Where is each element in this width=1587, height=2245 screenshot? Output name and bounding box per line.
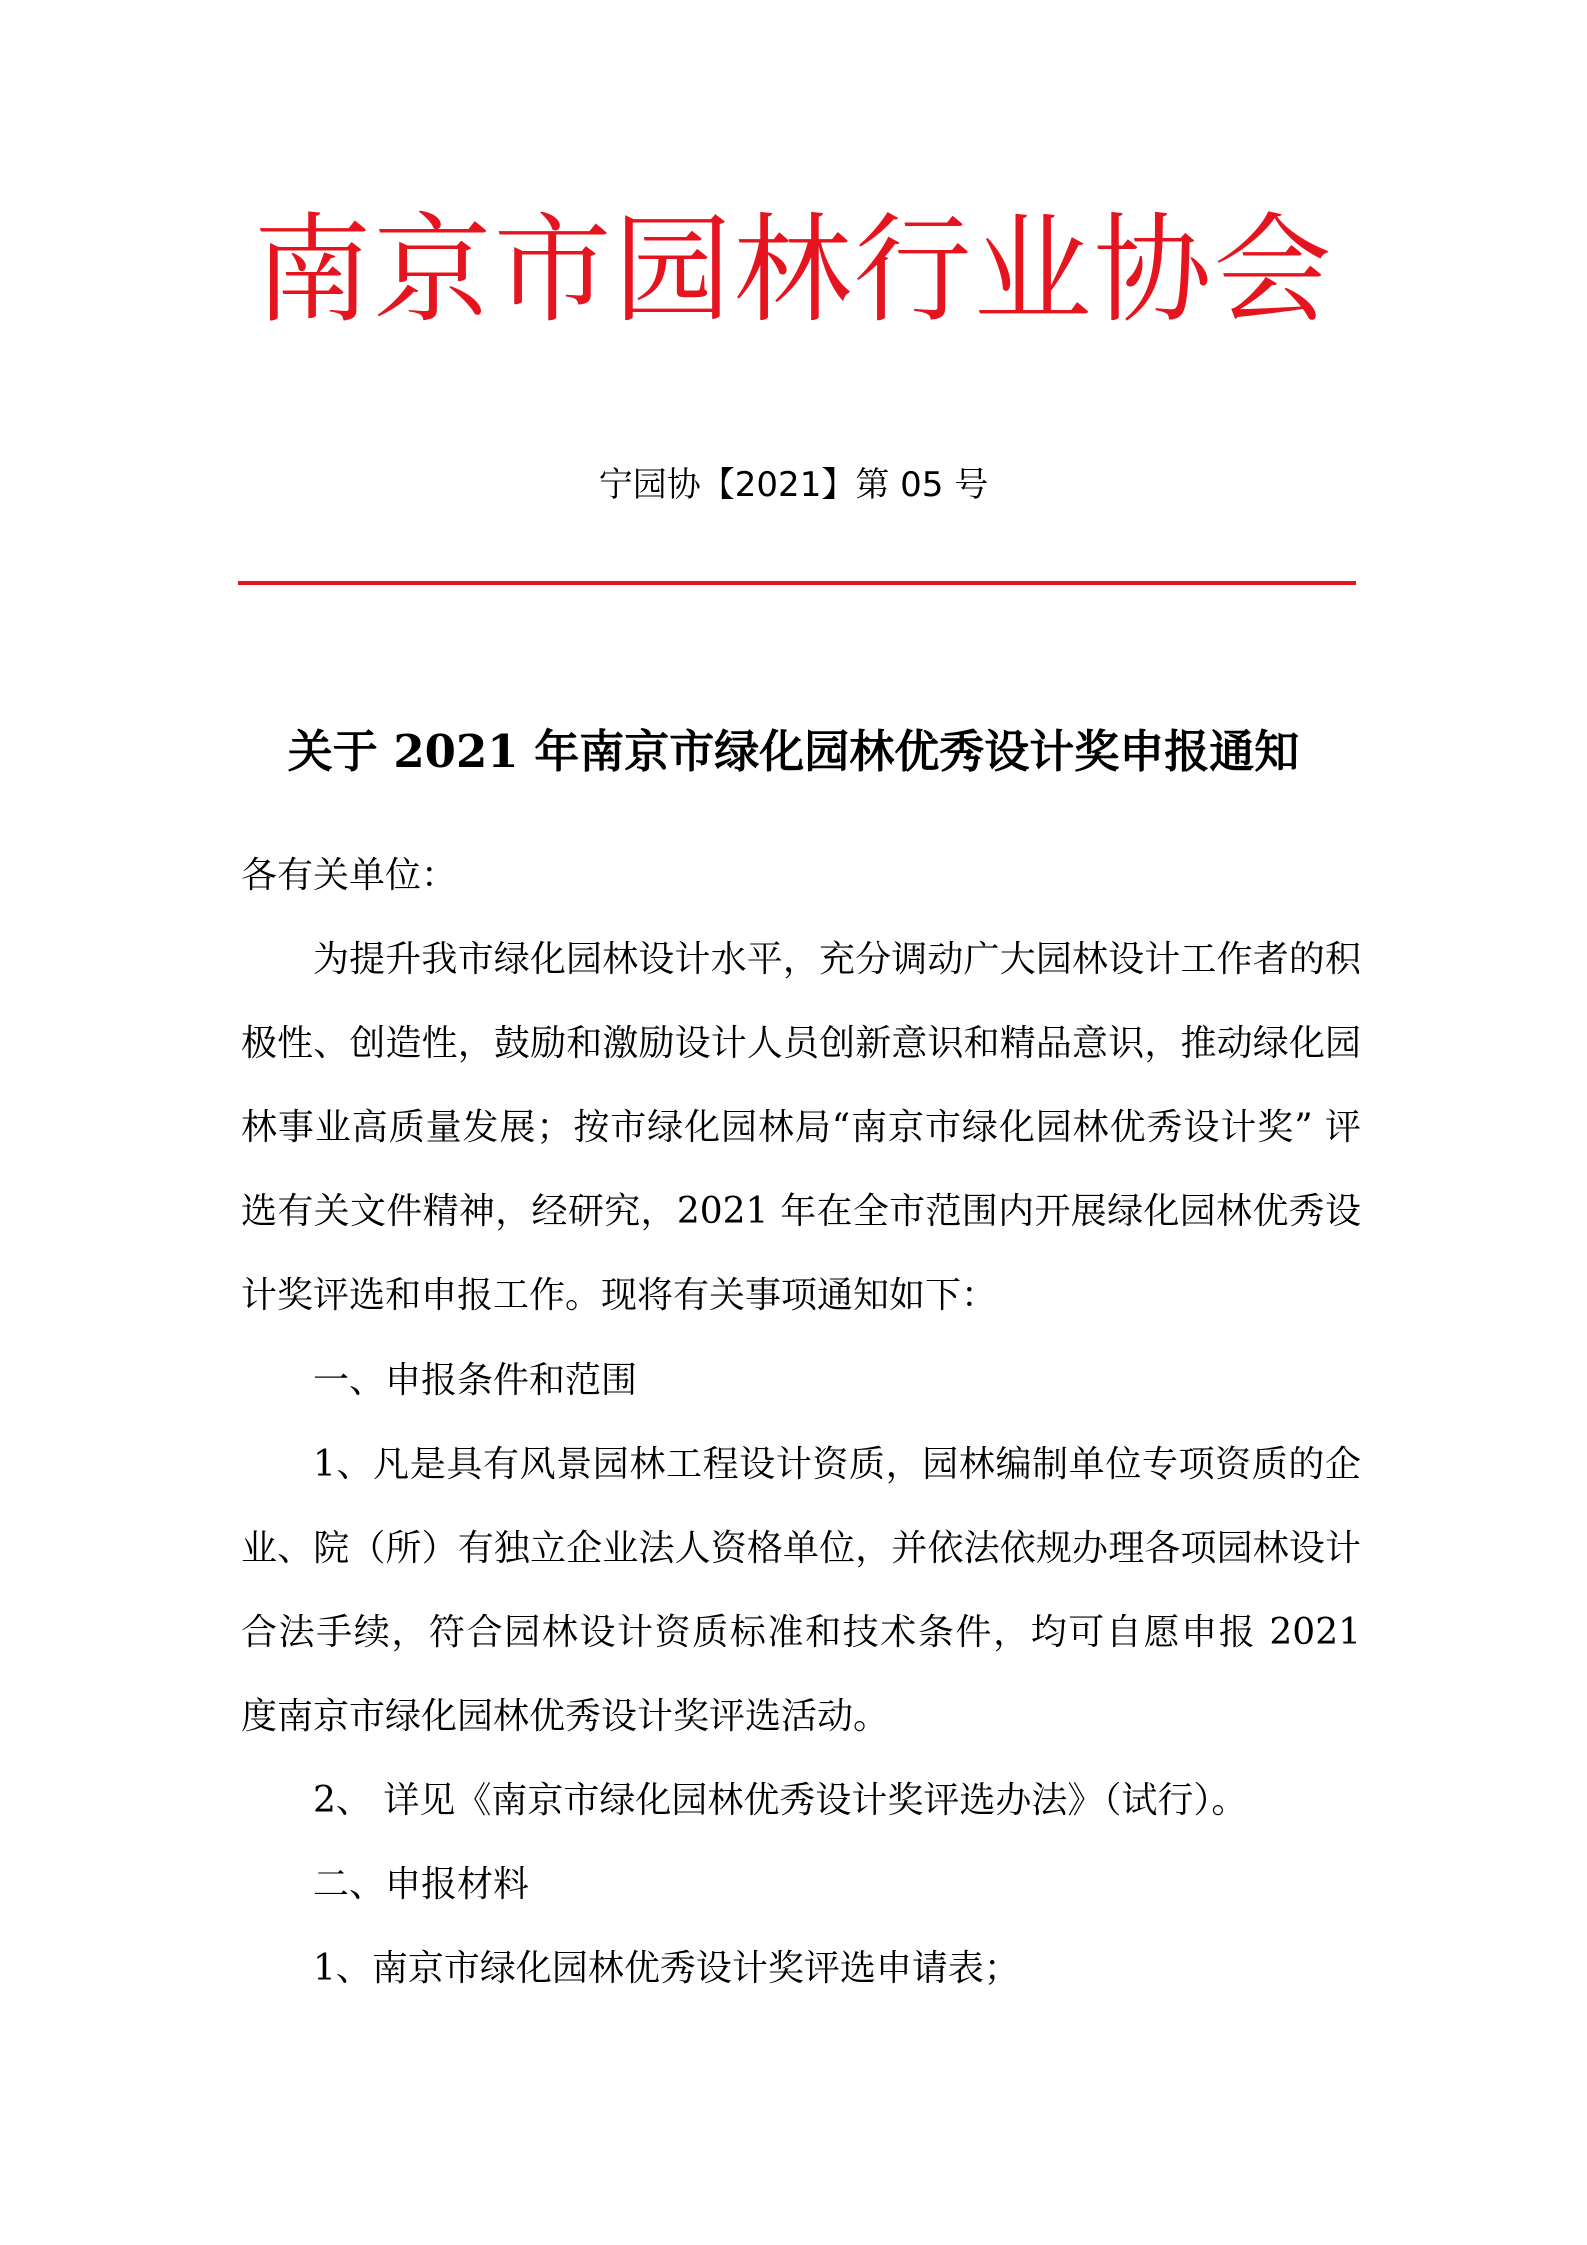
- document-number: 宁园协【2021】第 05 号: [598, 465, 989, 505]
- section-heading-1: 一、申报条件和范围: [313, 1360, 638, 1401]
- intro-paragraph: 为提升我市绿化园林设计水平，充分调动广大园林设计工作者的积极性、创造性，鼓励和激励设计人员创新意识和精品意识，推动绿化园林事业高质量发展；按市绿化园林局“南京市绿化园林优秀设计奖” 评选有关文件精神，经研究，2021 年在全市范围内开展绿化园林优秀设计奖评选和申报工作。现将有关事项通知如下：: [241, 939, 1361, 1316]
- salutation: 各有关单位：: [241, 855, 458, 896]
- header-divider: [238, 581, 1356, 585]
- section1-item-2: 2、 详见《南京市绿化园林优秀设计奖评选办法》（试行）。: [313, 1780, 1248, 1821]
- section2-item-1: 1、南京市绿化园林优秀设计奖评选申请表；: [313, 1948, 1020, 1989]
- section1-item-1: 1、凡是具有风景园林工程设计资质，园林编制单位专项资质的企业、院（所）有独立企业法人资格单位，并依法依规办理各项园林设计合法手续，符合园林设计资质标准和技术条件，均可自愿申报 2021 度南京市绿化园林优秀设计奖评选活动。: [241, 1444, 1361, 1737]
- document-title: 关于 2021 年南京市绿化园林优秀设计奖申报通知: [287, 725, 1300, 778]
- section-heading-2: 二、申报材料: [313, 1864, 530, 1905]
- organization-header: 南京市园林行业协会: [253, 201, 1334, 339]
